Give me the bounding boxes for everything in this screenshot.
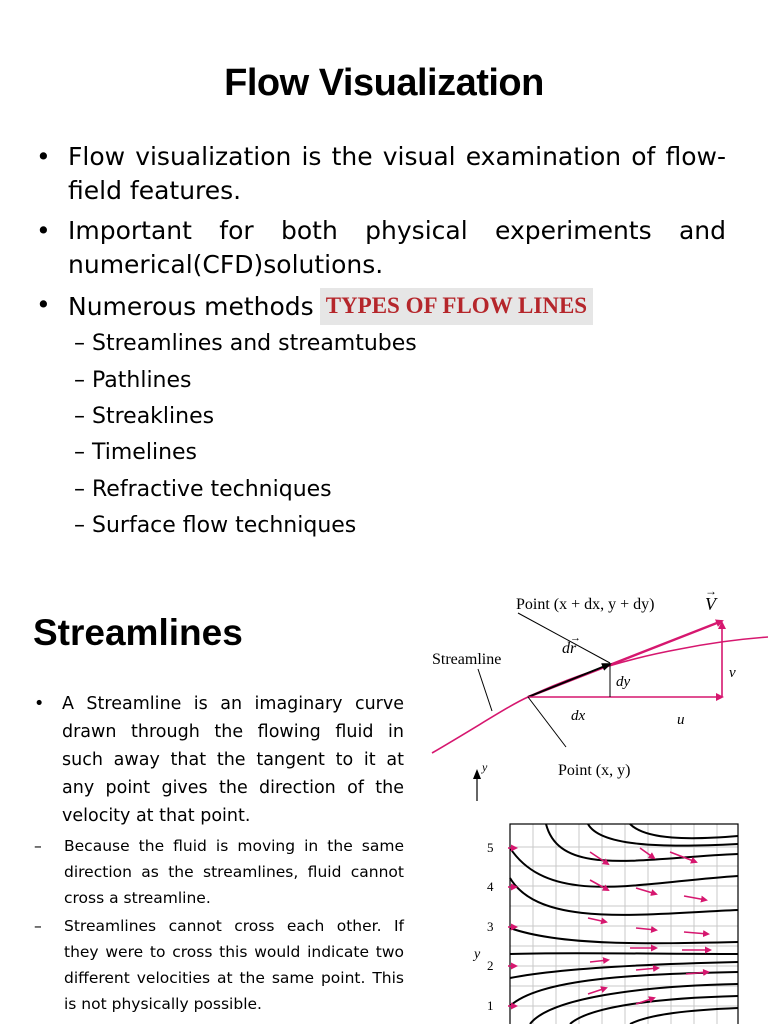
vector-arrow-accent: → (705, 585, 717, 598)
bottom-point-leader (528, 697, 566, 747)
label-u: u (677, 712, 685, 728)
label-point-bottom: Point (x, y) (558, 762, 631, 779)
dash-text: Because the fluid is moving in the same direction as the streamlines, fluid cannot cross a streamline. (64, 837, 404, 907)
bullet-text-with-tag (68, 288, 726, 325)
slide-title-flow-visualization: Flow Visualization (224, 62, 544, 104)
y-tick-label: 2 (487, 958, 494, 973)
method-label: Streamlines and streamtubes (92, 331, 417, 356)
streamline-leader (478, 669, 492, 711)
bullet-text: Flow visualization is the visual examination of flow-field features. (68, 142, 726, 205)
method-label: Timelines (92, 440, 198, 465)
streamline-velocity-diagram (420, 585, 768, 805)
label-streamline: Streamline (432, 651, 502, 668)
method-item: – Pathlines (74, 368, 192, 393)
y-tick-label: 3 (487, 919, 494, 934)
label-dr: dr (562, 640, 577, 657)
types-of-flow-lines-tag: TYPES OF FLOW LINES (320, 288, 593, 325)
label-dy: dy (616, 674, 631, 690)
dash-item (34, 913, 404, 1017)
bullet-text: Important for both physical experiments and numerical(CFD)solutions. (68, 216, 726, 279)
method-item: – Surface flow techniques (74, 513, 357, 538)
label-dx: dx (571, 708, 586, 724)
y-tick-label: 4 (487, 879, 494, 894)
plot-streamlines (510, 824, 738, 1024)
dr-vector (528, 664, 610, 697)
label-v: v (729, 665, 736, 681)
definition-text: A Streamline is an imaginary curve drawn through the flowing fluid in such away that the tangent to it at any point gives the direction of the velocity at that point. (62, 694, 404, 826)
plot-grid (510, 824, 738, 1024)
bullet-item (36, 288, 726, 325)
plot-frame (510, 824, 738, 1024)
method-label: Streaklines (92, 404, 215, 429)
bullet-dot: • (34, 694, 45, 714)
bullet-dot: • (36, 142, 51, 171)
method-label: Refractive techniques (92, 477, 332, 502)
dash-marker: – (34, 837, 42, 855)
label-y-small: y (482, 760, 488, 774)
method-label: Pathlines (92, 368, 192, 393)
plot-velocity-arrows (508, 848, 710, 1006)
y-tick-label: 5 (487, 840, 494, 855)
label-V: V (705, 594, 716, 614)
method-label: Surface flow techniques (92, 513, 357, 538)
streamline-field-plot (470, 818, 768, 1024)
dash-item (34, 833, 404, 911)
plot-y-axis-label: y (474, 947, 481, 962)
plot-y-ticks (487, 840, 494, 1013)
dr-arrow-accent: → (570, 632, 581, 644)
method-item: – Streamlines and streamtubes (74, 331, 417, 356)
bullet-item (36, 214, 726, 282)
method-item: – Streaklines (74, 404, 215, 429)
slide-title-streamlines: Streamlines (33, 612, 243, 653)
method-item: – Timelines (74, 440, 198, 465)
bullet-item (36, 140, 726, 208)
bullet-dot: • (36, 216, 51, 245)
bullet-text: Numerous methods (68, 292, 314, 321)
streamline-definition (34, 690, 404, 830)
y-tick-label: 1 (487, 998, 494, 1013)
method-item: – Refractive techniques (74, 477, 332, 502)
dash-text: Streamlines cannot cross each other. If they were to cross this would indicate two different velocities at the same point. This is not physically possible. (64, 917, 404, 1013)
bullet-dot: • (36, 290, 51, 319)
dash-marker: – (34, 917, 42, 935)
label-point-top: Point (x + dx, y + dy) (516, 596, 655, 613)
